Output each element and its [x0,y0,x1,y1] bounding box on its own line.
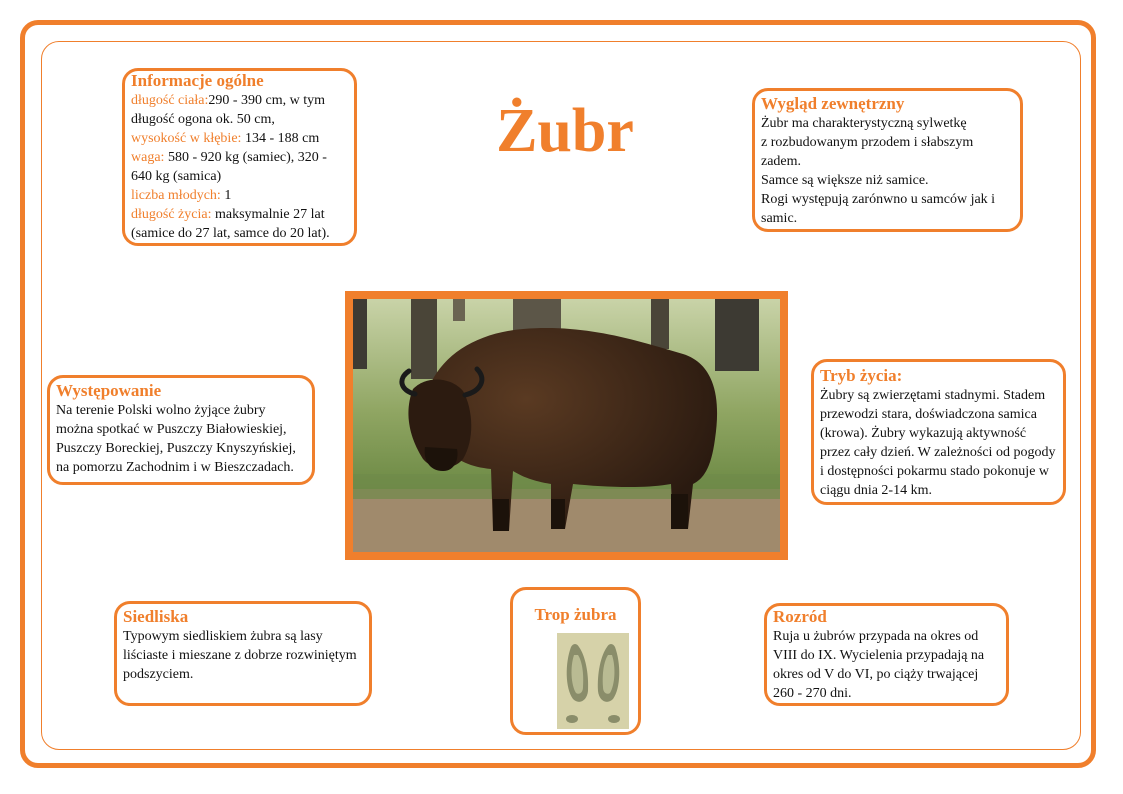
lifestyle-text: Żubry są zwierzętami stadnymi. Stadem przewodzi stara, doświadczona samica (krowa). Żubry wykazują aktywność przez cały dzień. W zależności od pogody i dostępności pokarmu stado pokonuje w ciągu dnia 2-14 km. [820,388,1056,498]
info-value: 290 - 390 cm, w tym długość ogona ok. 50 cm, [131,93,326,127]
lifestyle-heading: Tryb życia: [820,366,903,385]
bison-illustration [353,299,780,552]
info-row-length [131,91,348,129]
info-label: waga: [131,150,165,165]
info-row-lifespan [131,205,348,243]
info-value: maksymalnie 27 lat (samice do 27 lat, samce do 20 lat). [131,207,330,241]
track-box [510,587,641,735]
page-title: Żubr [496,97,634,165]
info-label: długość ciała: [131,93,209,108]
track-heading: Trop żubra [534,605,617,624]
appearance-line: Żubr ma charakterystyczną sylwetkę [761,116,967,131]
appearance-heading: Wygląd zewnętrzny [761,94,905,113]
info-label: wysokość w kłębie: [131,131,242,146]
habitat-box [114,601,372,706]
appearance-line: z rozbudowanym przodem i słabszym zadem. [761,135,974,169]
info-row-height [131,129,348,148]
occurrence-box [47,375,315,485]
appearance-box [752,88,1023,232]
habitat-text: Typowym siedliskiem żubra są lasy liściaste i mieszane z dobrze rozwiniętym podszyciem. [123,629,357,682]
occurrence-heading: Występowanie [56,381,162,400]
info-label: długość życia: [131,207,212,222]
info-label: liczba młodych: [131,188,221,203]
info-value: 134 - 188 cm [241,131,320,146]
general-info-box [122,68,357,246]
habitat-heading: Siedliska [123,607,189,626]
info-row-weight [131,148,348,186]
info-value: 580 - 920 kg (samiec), 320 - 640 kg (samica) [131,150,327,184]
reproduction-box [764,603,1009,706]
reproduction-heading: Rozród [773,607,827,626]
info-row-offspring [131,186,348,205]
lifestyle-box [811,359,1066,505]
reproduction-text: Ruja u żubrów przypada na okres od VIII do IX. Wycielenia przypadają na okres od V do VI, po ciąży trwającej 260 - 270 dni. [773,629,985,701]
general-info-heading: Informacje ogólne [131,71,264,90]
hoofprint-icon [557,633,629,729]
info-value: 1 [220,188,232,203]
appearance-line: Samce są większe niż samice. [761,173,929,188]
appearance-line: Rogi występują zarónwno u samców jak i samic. [761,192,996,226]
occurrence-text: Na terenie Polski wolno żyjące żubry można spotkać w Puszczy Białowieskiej, Puszczy Boreckiej, Puszczy Knyszyńskiej, na pomorzu Zachodnim i w Bieszczadach. [56,403,296,475]
bison-photo [345,291,788,560]
